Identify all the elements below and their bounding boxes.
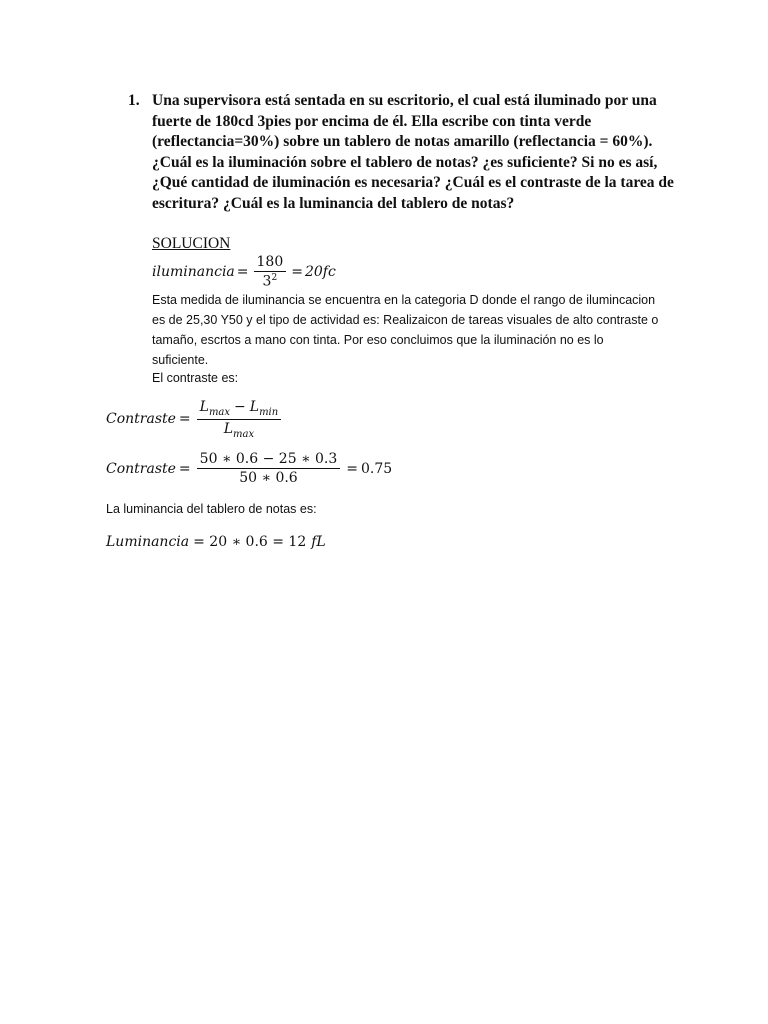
eq-numerator: 50 ∗ 0.6 − 25 ∗ 0.3 bbox=[197, 451, 341, 469]
equation-iluminancia bbox=[152, 254, 336, 290]
lmax-subscript: max bbox=[233, 428, 255, 440]
eq-numerator bbox=[197, 399, 282, 420]
eq-fraction bbox=[254, 254, 287, 290]
problem-line: Una supervisora está sentada en su escritorio, el cual está iluminado por una bbox=[152, 92, 657, 109]
equation-luminancia bbox=[106, 534, 326, 550]
explanation-paragraph bbox=[152, 290, 672, 370]
eq-denominator: 50 ∗ 0.6 bbox=[239, 470, 298, 486]
eq-denominator bbox=[221, 420, 257, 440]
paragraph-line: Esta medida de iluminancia se encuentra en la categoria D donde el rango de ilumincacion bbox=[152, 293, 656, 307]
problem-line: fuerte de 180cd 3pies por encima de él. Ella escribe con tinta verde bbox=[152, 112, 592, 130]
eq-lhs: Luminancia bbox=[106, 534, 190, 550]
eq-unit: fL bbox=[311, 534, 326, 550]
eq-equals-2: = bbox=[291, 263, 303, 280]
lmax-subscript: max bbox=[208, 406, 231, 418]
eq-equals-2: = bbox=[346, 460, 359, 477]
eq-denominator-base: 3 bbox=[262, 273, 272, 290]
eq-result: 20fc bbox=[304, 263, 336, 280]
solution-heading: SOLUCION bbox=[152, 235, 231, 252]
eq-numerator: 180 bbox=[254, 254, 287, 272]
eq-denominator-exp: 2 bbox=[271, 273, 278, 283]
eq-lhs: Contraste bbox=[106, 411, 176, 428]
eq-lhs: Contraste bbox=[106, 460, 176, 477]
eq-result: 0.75 bbox=[361, 460, 393, 477]
contrast-label: El contraste es: bbox=[152, 371, 239, 385]
lmax-symbol: L bbox=[199, 399, 209, 415]
problem-text bbox=[152, 91, 672, 215]
equation-contraste-values bbox=[106, 451, 392, 486]
paragraph-line: suficiente. bbox=[152, 353, 209, 367]
minus-sign: − bbox=[234, 399, 246, 415]
eq-equals: = bbox=[236, 263, 249, 280]
problem-number: 1. bbox=[128, 92, 140, 109]
problem-line: ¿Cuál es la iluminación sobre el tablero de notas? ¿es suficiente? Si no es así, bbox=[152, 153, 658, 171]
problem-line: ¿Qué cantidad de iluminación es necesaria? ¿Cuál es el contraste de la tarea de bbox=[152, 174, 674, 192]
luminance-label: La luminancia del tablero de notas es: bbox=[106, 502, 317, 516]
eq-fraction bbox=[197, 451, 341, 486]
paragraph-line: es de 25,30 Y50 y el tipo de actividad es: Realizaicon de tareas visuales de alto contraste o bbox=[152, 313, 659, 327]
equation-contraste-formula bbox=[106, 399, 284, 440]
eq-rhs: = 20 ∗ 0.6 = 12 bbox=[193, 534, 307, 550]
eq-fraction bbox=[197, 399, 282, 440]
eq-lhs: iluminancia bbox=[152, 263, 235, 280]
lmax-symbol: L bbox=[223, 420, 234, 437]
lmin-subscript: min bbox=[259, 406, 279, 418]
problem-line: (reflectancia=30%) sobre un tablero de notas amarillo (reflectancia = 60%). bbox=[152, 133, 653, 151]
problem-line: escritura? ¿Cuál es la luminancia del tablero de notas? bbox=[152, 194, 515, 212]
lmin-symbol: L bbox=[249, 399, 260, 415]
eq-equals: = bbox=[178, 411, 191, 428]
eq-equals: = bbox=[178, 460, 191, 477]
paragraph-line: tamaño, escrtos a mano con tinta. Por eso concluimos que la iluminación no es lo bbox=[152, 333, 604, 347]
eq-denominator bbox=[260, 272, 281, 290]
